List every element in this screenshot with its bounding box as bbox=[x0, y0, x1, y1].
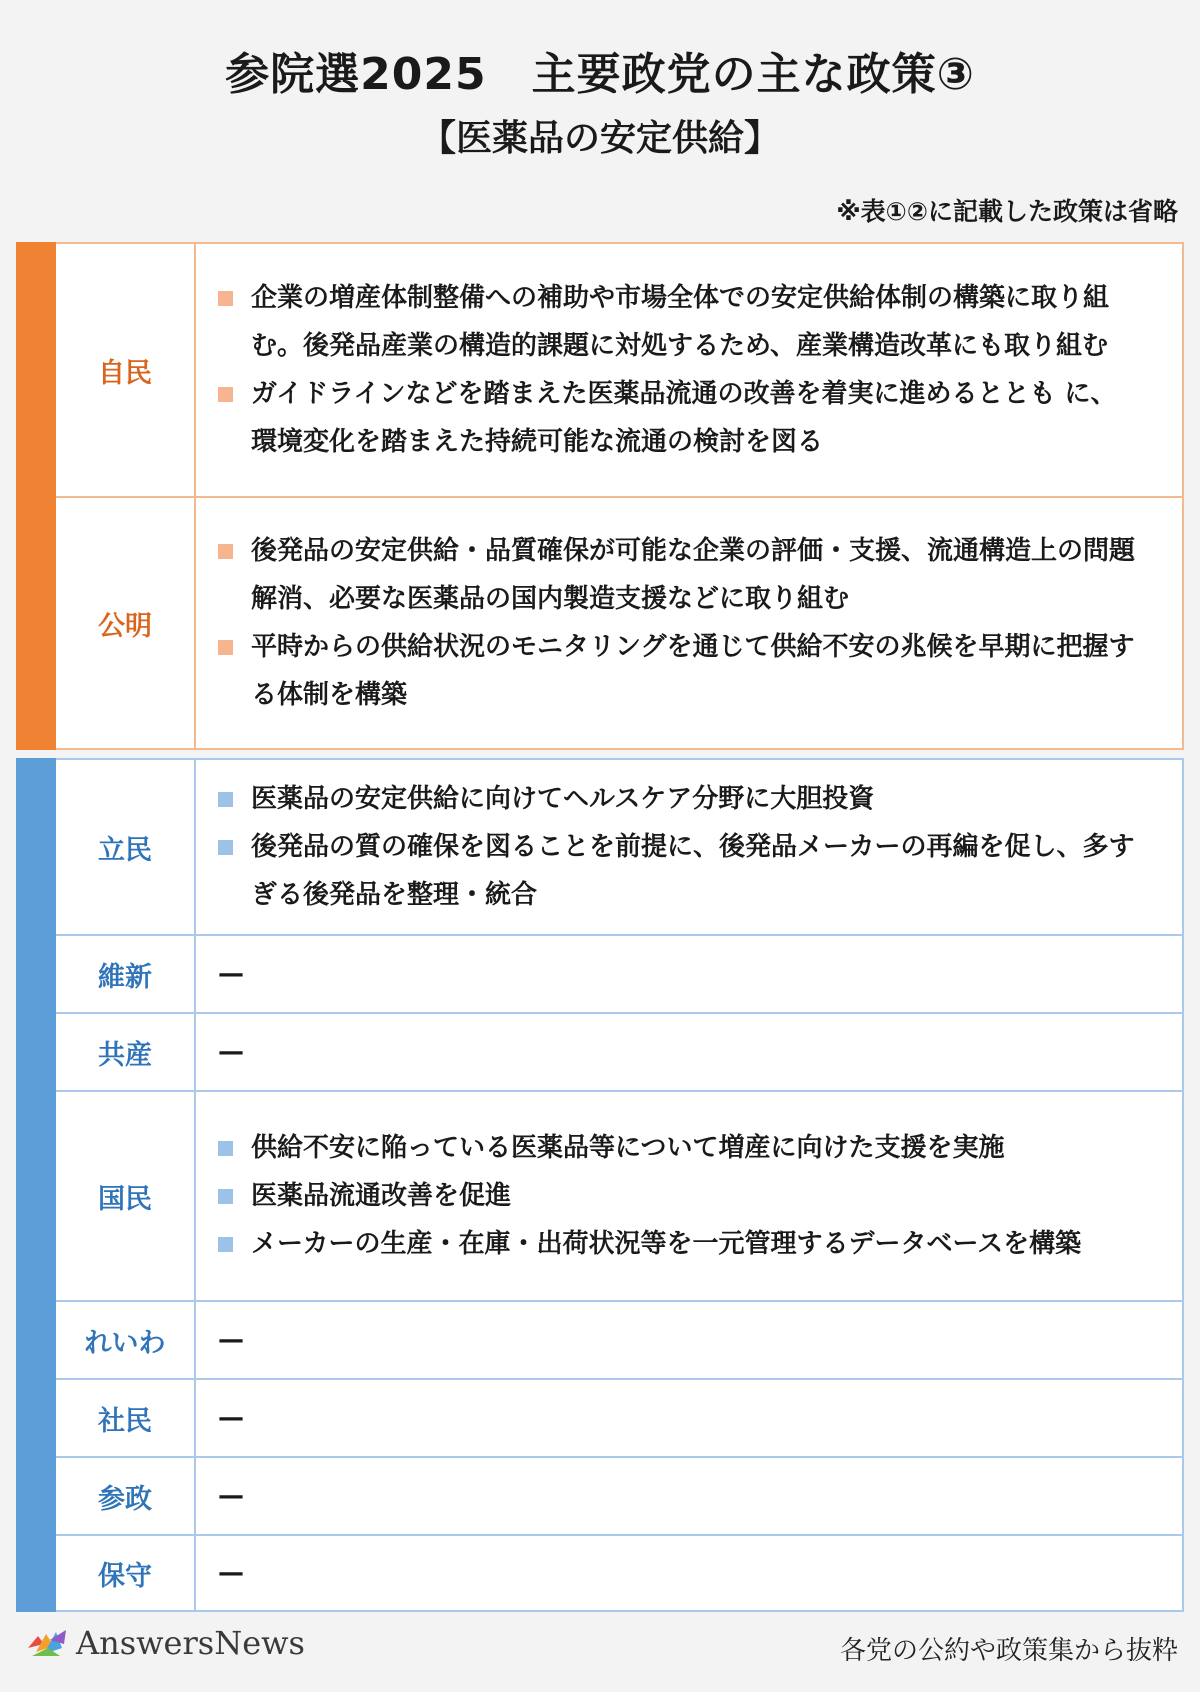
party-name: 自民 bbox=[56, 244, 196, 496]
answersnews-logo bbox=[24, 1624, 305, 1662]
party-name: 保守 bbox=[56, 1536, 196, 1610]
party-name: 共産 bbox=[56, 1014, 196, 1090]
policy-item: メーカーの生産・在庫・出荷状況等を一元管理するデータベースを構築 bbox=[218, 1220, 1142, 1268]
bullet-square-icon bbox=[218, 1237, 233, 1252]
policy-item: 後発品の質の確保を図ることを前提に、後発品メーカーの再編を促し、多すぎる後発品を整理・統合 bbox=[218, 823, 1142, 919]
policy-list bbox=[196, 1458, 1182, 1534]
party-row-rikken bbox=[56, 760, 1182, 934]
no-entry-dash: — bbox=[218, 1403, 244, 1433]
logo-mark-icon bbox=[24, 1626, 70, 1660]
source-note: 各党の公約や政策集から抜粋 bbox=[839, 1636, 1178, 1666]
bullet-square-icon bbox=[218, 1141, 233, 1156]
party-name: れいわ bbox=[56, 1302, 196, 1378]
policy-item: 供給不安に陥っている医薬品等について増産に向けた支援を実施 bbox=[218, 1124, 1142, 1172]
policy-table bbox=[56, 242, 1184, 750]
group-color-bar bbox=[16, 758, 56, 1612]
ruling-party-group bbox=[16, 242, 1184, 750]
no-entry-dash: — bbox=[218, 959, 244, 989]
policy-item: ガイドラインなどを踏まえた医薬品流通の改善を着実に進めるととも に、環境変化を踏まえた持続可能な流通の検討を図る bbox=[218, 370, 1142, 466]
policy-list bbox=[196, 1536, 1182, 1610]
party-name: 維新 bbox=[56, 936, 196, 1012]
group-color-bar bbox=[16, 242, 56, 750]
policy-item: 医薬品の安定供給に向けてヘルスケア分野に大胆投資 bbox=[218, 775, 1142, 823]
logo-text: AnswersNews bbox=[76, 1624, 305, 1662]
bullet-square-icon bbox=[218, 387, 233, 402]
policy-list bbox=[196, 1380, 1182, 1456]
bullet-square-icon bbox=[218, 291, 233, 306]
bullet-square-icon bbox=[218, 1189, 233, 1204]
policy-list bbox=[196, 1092, 1182, 1300]
policy-table bbox=[56, 758, 1184, 1612]
policy-item: 後発品の安定供給・品質確保が可能な企業の評価・支援、流通構造上の問題解消、必要な医薬品の国内製造支援などに取り組む bbox=[218, 527, 1142, 623]
policy-list bbox=[196, 936, 1182, 1012]
policy-item: 企業の増産体制整備への補助や市場全体での安定供給体制の構築に取り組む。後発品産業の構造的課題に対処するため、産業構造改革にも取り組む bbox=[218, 274, 1142, 370]
party-name: 立民 bbox=[56, 760, 196, 934]
party-row-jimin bbox=[56, 244, 1182, 496]
party-row-kyosan bbox=[56, 1012, 1182, 1090]
party-name: 国民 bbox=[56, 1092, 196, 1300]
policy-list bbox=[196, 760, 1182, 934]
party-row-hoshu bbox=[56, 1534, 1182, 1610]
bullet-square-icon bbox=[218, 840, 233, 855]
page-title: 参院選2025 主要政党の主な政策③ bbox=[225, 49, 975, 100]
party-name: 公明 bbox=[56, 498, 196, 748]
party-row-shamin bbox=[56, 1378, 1182, 1456]
policy-list bbox=[196, 244, 1182, 496]
no-entry-dash: — bbox=[218, 1481, 244, 1511]
policy-item: 医薬品流通改善を促進 bbox=[218, 1172, 1142, 1220]
bullet-square-icon bbox=[218, 640, 233, 655]
page-subtitle: 【医薬品の安定供給】 bbox=[419, 118, 780, 159]
no-entry-dash: — bbox=[218, 1037, 244, 1067]
no-entry-dash: — bbox=[218, 1325, 244, 1355]
party-row-komei bbox=[56, 496, 1182, 748]
bullet-square-icon bbox=[218, 792, 233, 807]
omission-note: ※表①②に記載した政策は省略 bbox=[836, 197, 1178, 226]
no-entry-dash: — bbox=[218, 1558, 244, 1588]
policy-list bbox=[196, 1014, 1182, 1090]
party-row-sansei bbox=[56, 1456, 1182, 1534]
bullet-square-icon bbox=[218, 544, 233, 559]
party-row-kokumin bbox=[56, 1090, 1182, 1300]
policy-list bbox=[196, 498, 1182, 748]
policy-list bbox=[196, 1302, 1182, 1378]
party-name: 参政 bbox=[56, 1458, 196, 1534]
party-row-reiwa bbox=[56, 1300, 1182, 1378]
policy-item: 平時からの供給状況のモニタリングを通じて供給不安の兆候を早期に把握する体制を構築 bbox=[218, 623, 1142, 719]
opposition-party-group bbox=[16, 758, 1184, 1612]
party-row-ishin bbox=[56, 934, 1182, 1012]
party-name: 社民 bbox=[56, 1380, 196, 1456]
